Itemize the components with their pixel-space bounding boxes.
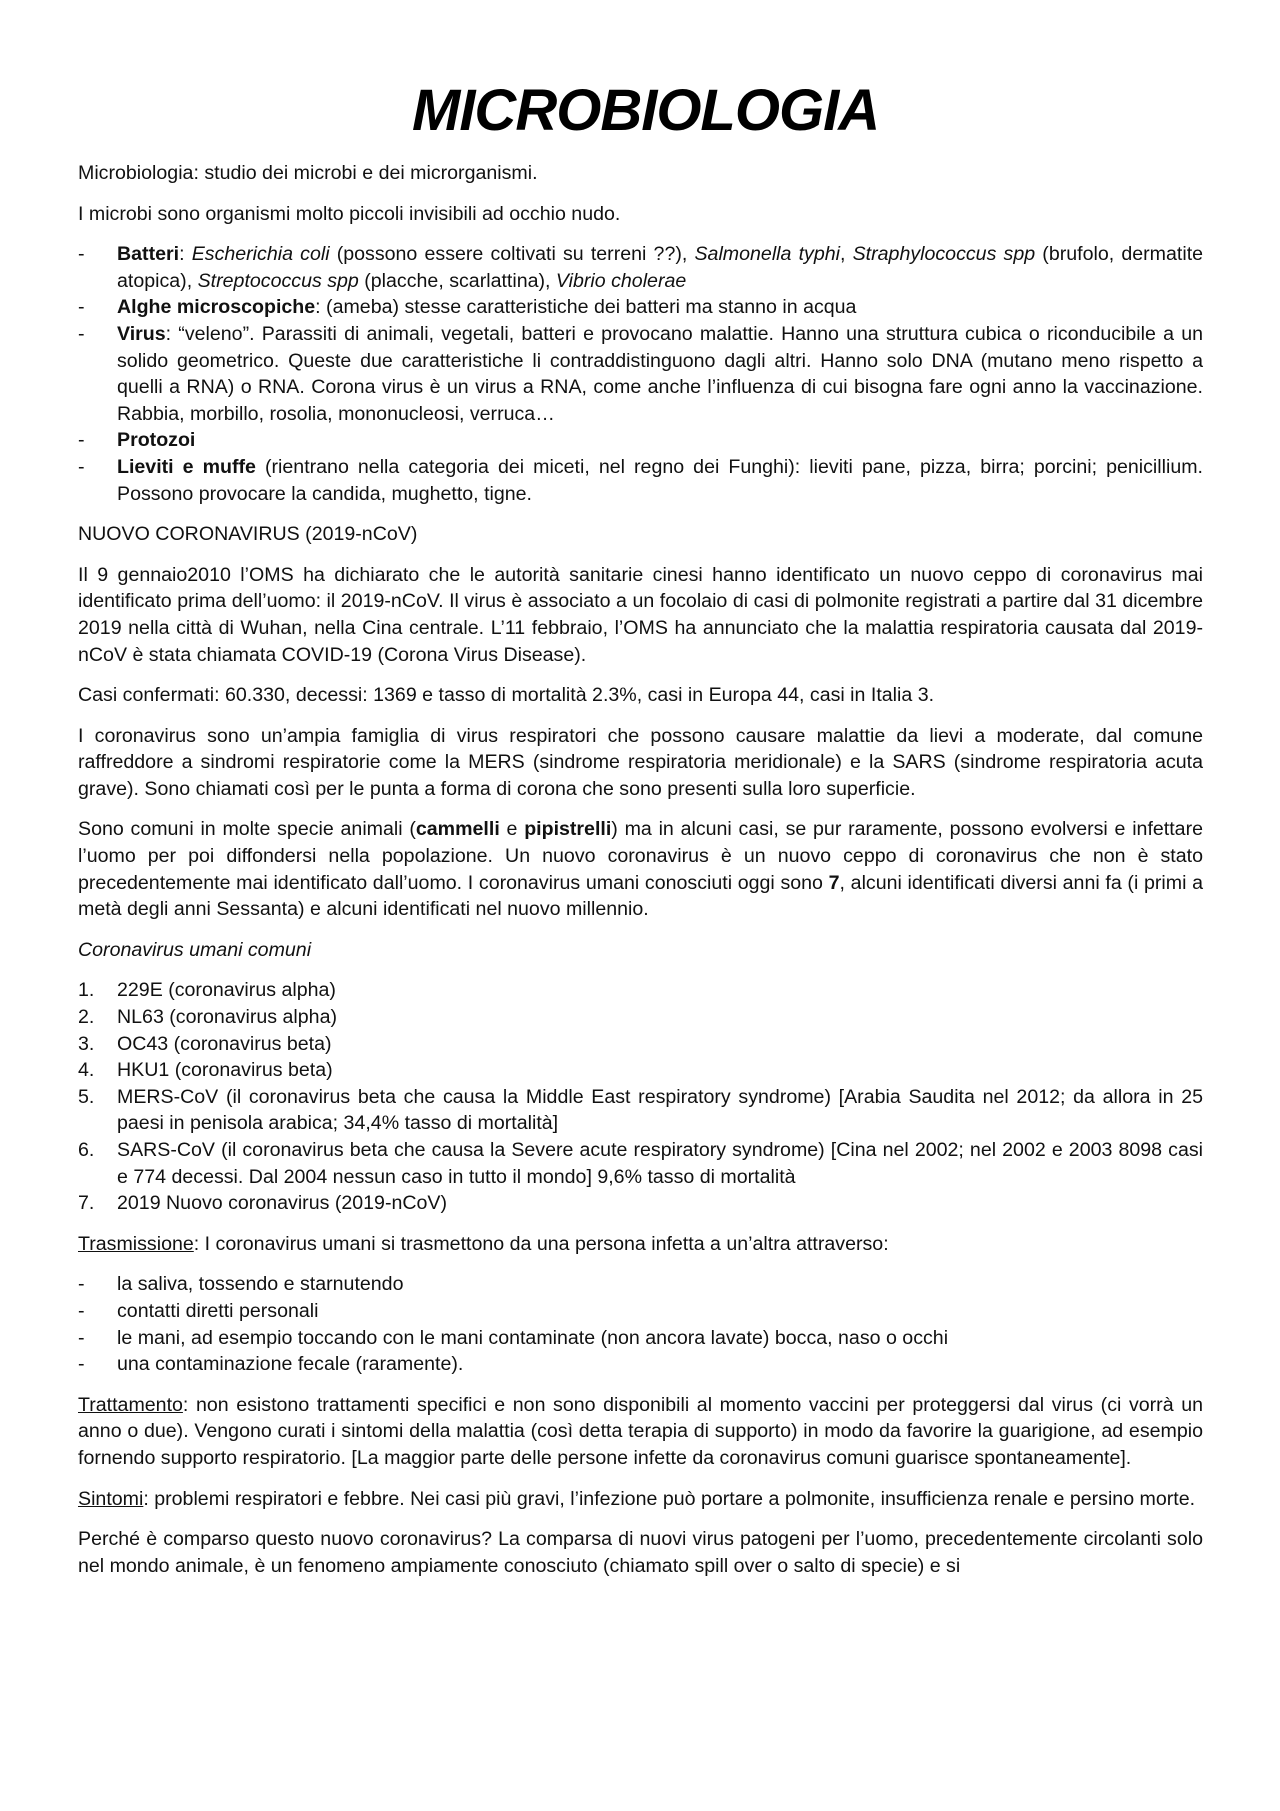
text-fragment: (brufolo, dermatite atopica), [117, 243, 1204, 292]
coronavirus-list [78, 977, 1203, 1216]
text-fragment: : I coronavirus umani si trasmettono da una persona infetta a un’altra attraverso: [193, 1232, 889, 1255]
text-fragment: : non esistono trattamenti specifici e non sono disponibili al momento vaccini per proteggersi dal virus (ci vorrà un anno o due). Vengono curati i sintomi della malattia (così detta terapia di supporto) in modo da favorire la guarigione, ad esempio fornendo supporto respiratorio. [La maggior parte delle persone infette da coronavirus comuni guarisce spontaneamente]. [78, 1393, 1203, 1469]
text-fragment: : problemi respiratori e febbre. Nei casi più gravi, l’infezione può portare a polmonite, insufficienza renale e persino morte. [143, 1487, 1196, 1510]
list-item [78, 241, 1203, 294]
list-item [78, 1057, 1203, 1084]
list-item-text: la saliva, tossendo e starnutendo [117, 1273, 404, 1296]
list-item [78, 1298, 1203, 1325]
list-item-text: SARS-CoV (il coronavirus beta che causa la Severe acute respiratory syndrome) [Cina nel 2002; nel 2002 e 2003 8098 casi e 774 decessi. Dal 2004 nessun caso in tutto il mondo] 9,6% tasso di mortalità [117, 1139, 1203, 1188]
label-treatment: Trattamento [78, 1393, 183, 1416]
bullet-dash: - [78, 243, 85, 266]
list-item-text: 2019 Nuovo coronavirus (2019-nCoV) [117, 1192, 448, 1215]
term-bacteria: Batteri [117, 243, 180, 266]
text-fragment: e [499, 818, 525, 841]
bold-term: cammelli [415, 818, 500, 841]
text-fragment: , [839, 243, 853, 266]
term-protozoa: Protozoi [117, 429, 196, 452]
paragraph-cases: Casi confermati: 60.330, decessi: 1369 e tasso di mortalità 2.3%, casi in Europa 44, casi in Italia 3. [78, 684, 935, 707]
species-name: Streptococcus spp [197, 269, 359, 292]
bullet-dash: - [78, 455, 85, 478]
list-item-text: contatti diretti personali [117, 1299, 319, 1322]
list-item-text: HKU1 (coronavirus beta) [117, 1059, 333, 1082]
list-item [78, 1084, 1203, 1137]
list-item-text: MERS-CoV (il coronavirus beta che causa la Middle East respiratory syndrome) [Arabia Saudita nel 2012; da allora in 25 paesi in penisola arabica; 34,4% tasso di mortalità] [117, 1085, 1203, 1135]
list-item [78, 294, 1203, 321]
list-item [78, 1137, 1203, 1190]
list-item-text: una contaminazione fecale (raramente). [117, 1353, 464, 1376]
species-name: Vibrio cholerae [555, 269, 687, 292]
bullet-dash: - [78, 1299, 85, 1322]
list-item [78, 1004, 1203, 1031]
transmission-list [78, 1271, 1203, 1377]
bullet-dash: - [78, 1326, 85, 1349]
term-algae: Alghe microscopiche [117, 296, 316, 319]
paragraph-treatment [78, 1392, 1203, 1472]
list-item-text: le mani, ad esempio toccando con le mani contaminate (non ancora lavate) bocca, naso o occhi [117, 1326, 949, 1349]
species-name: Salmonella typhi [694, 243, 840, 266]
list-item-text: OC43 (coronavirus beta) [117, 1032, 332, 1055]
species-name: Straphylococcus spp [852, 243, 1036, 266]
paragraph-why: Perché è comparso questo nuovo coronavirus? La comparsa di nuovi virus patogeni per l’uomo, precedentemente circolanti solo nel mondo animale, è un fenomeno ampiamente conosciuto (chiamato spill over o salto di specie) e si [78, 1528, 1203, 1577]
list-number: 3. [78, 1032, 95, 1055]
list-item [78, 1271, 1203, 1298]
intro-microbes: I microbi sono organismi molto piccoli invisibili ad occhio nudo. [78, 202, 621, 225]
term-yeasts-molds: Lieviti e muffe [117, 455, 256, 478]
bullet-dash: - [78, 429, 85, 452]
list-number: 1. [78, 979, 95, 1002]
document-page [78, 76, 1203, 1579]
text-fragment: ) ma in alcuni casi, se pur raramente, possono evolversi e infettare l’uomo per poi diffondersi nella popolazione. Un nuovo coronavirus è un nuovo ceppo di coronavirus che non è stato precedentemente mai identificato dall’uomo. I coronavirus umani conosciuti oggi sono [78, 818, 1203, 894]
section-title: NUOVO CORONAVIRUS (2019-nCoV) [78, 523, 418, 546]
microbe-list [78, 241, 1203, 507]
page-title: MICROBIOLOGIA [412, 78, 880, 143]
paragraph-family: I coronavirus sono un’ampia famiglia di virus respiratori che possono causare malattie da lievi a moderate, dal comune raffreddore a sindromi respiratorie come la MERS (sindrome respiratoria meridionale) e la SARS (sindrome respiratoria acuta grave). Sono chiamati così per le punta a forma di corona che sono presenti sulla loro superficie. [78, 724, 1203, 800]
list-number: 4. [78, 1059, 95, 1082]
term-description: : “veleno”. Parassiti di animali, vegetali, batteri e provocano malattie. Hanno una struttura cubica o riconducibile a un solido geometrico. Queste due caratteristiche li contraddistinguono dagli altri. Hanno solo DNA (mutano meno rispetto a quelli a RNA) o RNA. Corona virus è un virus a RNA, come anche l’influenza di cui bisogna fare ogni anno la vaccinazione. Rabbia, morbillo, rosolia, mononucleosi, verruca… [117, 322, 1203, 425]
bullet-dash: - [78, 322, 85, 345]
list-item [78, 321, 1203, 427]
list-number: 7. [78, 1192, 95, 1215]
term-description: (rientrano nella categoria dei miceti, nel regno dei Funghi): lieviti pane, pizza, birra; porcini; penicillium. Possono provocare la candida, mughetto, tigne. [117, 455, 1204, 505]
paragraph-oms: Il 9 gennaio2010 l’OMS ha dichiarato che le autorità sanitarie cinesi hanno identificato un nuovo ceppo di coronavirus mai identificato prima dell’uomo: il 2019-nCoV. Il virus è associato a un focolaio di casi di polmonite registrati a partire dal 31 dicembre 2019 nella città di Wuhan, nella Cina centrale. L’11 febbraio, l’OMS ha annunciato che la malattia respiratoria causata dal 2019-nCoV è stata chiamata COVID-19 (Corona Virus Disease). [78, 563, 1203, 666]
paragraph-transmission [78, 1231, 1203, 1258]
list-number: 5. [78, 1085, 95, 1108]
paragraph-animals [78, 816, 1203, 922]
list-item-text: 229E (coronavirus alpha) [117, 979, 336, 1002]
list-item-text: NL63 (coronavirus alpha) [117, 1006, 337, 1029]
bullet-dash: - [78, 1273, 85, 1296]
list-number: 6. [78, 1139, 95, 1161]
list-number: 2. [78, 1006, 95, 1029]
bold-term: 7 [828, 871, 840, 894]
text-fragment: : [179, 243, 192, 266]
list-item [78, 427, 1203, 454]
text-fragment: (possono essere coltivati su terreni ??), [329, 243, 695, 266]
text-fragment: (placche, scarlattina), [358, 269, 556, 292]
label-symptoms: Sintomi [78, 1487, 144, 1510]
bold-term: pipistrelli [524, 818, 612, 841]
list-item [78, 1351, 1203, 1378]
list-item [78, 977, 1203, 1004]
term-virus: Virus [117, 322, 166, 345]
list-item [78, 1031, 1203, 1058]
term-description: : (ameba) stesse caratteristiche dei batteri ma stanno in acqua [315, 296, 857, 319]
bullet-dash: - [78, 1353, 85, 1376]
list-item [78, 1325, 1203, 1352]
list-item [78, 1190, 1203, 1217]
list-item [78, 454, 1203, 507]
text-fragment: , alcuni identificati diversi anni fa (i primi a metà degli anni Sessanta) e alcuni identificati nel nuovo millennio. [78, 871, 1204, 921]
species-name: Escherichia coli [191, 243, 330, 266]
intro-definition: Microbiologia: studio dei microbi e dei microrganismi. [78, 162, 538, 184]
label-transmission: Trasmissione [78, 1232, 194, 1255]
paragraph-symptoms [78, 1486, 1203, 1513]
text-fragment: Sono comuni in molte specie animali ( [78, 818, 416, 841]
subheading-human-coronavirus: Coronavirus umani comuni [78, 938, 312, 961]
bullet-dash: - [78, 296, 85, 319]
